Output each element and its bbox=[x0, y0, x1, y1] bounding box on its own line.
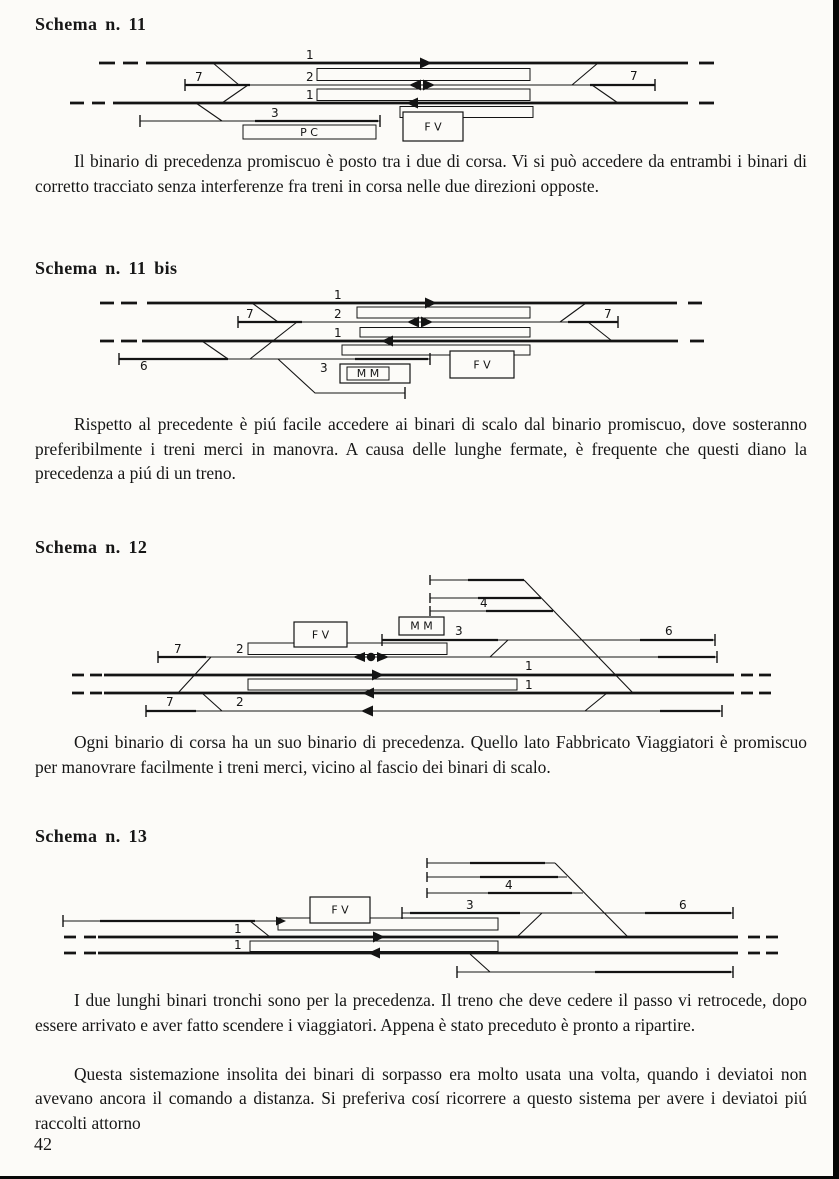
schema-11-diagram bbox=[0, 48, 839, 148]
schema-12-diagram bbox=[0, 565, 839, 727]
track-label-1-top: 1 bbox=[306, 48, 314, 62]
track-label-3: 3 bbox=[466, 898, 474, 912]
schema-11bis-diagram bbox=[0, 288, 839, 410]
track-label-7-right: 7 bbox=[604, 307, 612, 321]
section-heading-schema-11: Schema n. 11 bbox=[35, 14, 147, 34]
section-heading-schema-12: Schema n. 12 bbox=[35, 537, 148, 557]
platforms bbox=[342, 307, 530, 355]
fv-box-label: F V bbox=[331, 903, 349, 917]
track-label-2-lower: 2 bbox=[236, 695, 244, 709]
track-label-1-bottom: 1 bbox=[334, 326, 342, 340]
track-label-2: 2 bbox=[306, 70, 314, 84]
paragraph: Questa sistemazione insolita dei binari di sorpasso era molto usata una volta, quando i deviatoi non avevano ancora il comando a distanza. Si preferiva cosí ricorrere a questo sistema per avere i deviatoi piú raccolti attorno bbox=[35, 1063, 807, 1133]
mm-box-label: M M bbox=[410, 619, 433, 633]
track-label-7-left: 7 bbox=[246, 307, 254, 321]
track-label-1-top: 1 bbox=[234, 922, 242, 936]
track-label-1-bottom: 1 bbox=[234, 938, 242, 952]
track-label-1-bottom: 1 bbox=[525, 678, 533, 692]
track-label-3: 3 bbox=[271, 106, 279, 120]
platforms bbox=[248, 643, 517, 690]
fv-box-label: F V bbox=[424, 120, 442, 134]
track-label-4: 4 bbox=[480, 596, 488, 610]
paragraph: Ogni binario di corsa ha un suo binario di precedenza. Quello lato Fabbricato Viaggiatori è promiscuo per manovrare facilmente i treni merci, vicino al fascio dei binari di scalo. bbox=[35, 732, 807, 777]
track-label-1-top: 1 bbox=[334, 288, 342, 302]
track-label-7-right: 7 bbox=[630, 69, 638, 83]
mm-box-label: M M bbox=[356, 367, 380, 380]
paragraph: I due lunghi binari tronchi sono per la precedenza. Il treno che deve cedere il passo vi retrocede, dopo essere arrivato e aver fatto scendere i viaggiatori. Appena è stato preceduto è pronto a ripartire. bbox=[35, 990, 807, 1035]
fv-box-label: F V bbox=[311, 628, 330, 642]
track-label-1-bottom: 1 bbox=[306, 88, 314, 102]
paragraph: Rispetto al precedente è piú facile accedere ai binari di scalo dal binario promiscuo, dove sosteranno preferibilmente i treni merci in manovra. A causa delle lunghe fermate, è frequente che questi diano la precedenza a piú di un treno. bbox=[35, 414, 807, 484]
track-label-6: 6 bbox=[665, 624, 673, 638]
track-label-2: 2 bbox=[334, 307, 342, 321]
track-label-7-upper: 7 bbox=[174, 642, 182, 656]
main-tracks bbox=[64, 937, 778, 953]
track-label-3: 3 bbox=[320, 361, 328, 375]
track-label-3: 3 bbox=[455, 624, 463, 638]
page-number: 42 bbox=[34, 1134, 52, 1154]
scan-edge-right bbox=[833, 0, 839, 1179]
loop-and-siding-tracks bbox=[140, 63, 655, 121]
section-heading-schema-11bis: Schema n. 11 bis bbox=[35, 258, 178, 278]
buffer-stops bbox=[146, 575, 722, 717]
direction-arrows bbox=[353, 652, 389, 717]
pc-box-label: P C bbox=[300, 126, 318, 139]
schema-13-diagram bbox=[0, 848, 839, 988]
track-label-6: 6 bbox=[140, 359, 148, 373]
track-label-7-lower: 7 bbox=[166, 695, 174, 709]
fv-box-label: F V bbox=[473, 358, 491, 372]
paragraph: Il binario di precedenza promiscuo è posto tra i due di corsa. Vi si può accedere da entrambi i binari di corretto tracciato senza interferenze fra treni in corsa nelle due direzioni opposte. bbox=[35, 151, 807, 196]
track-label-7-left: 7 bbox=[195, 70, 203, 84]
track-label-6: 6 bbox=[679, 898, 687, 912]
track-label-2-upper: 2 bbox=[236, 642, 244, 656]
track-label-1-top: 1 bbox=[525, 659, 533, 673]
buffer-stops bbox=[119, 316, 618, 399]
yard-and-siding-tracks bbox=[146, 580, 722, 711]
track-emphasis bbox=[146, 580, 720, 711]
section-heading-schema-13: Schema n. 13 bbox=[35, 826, 148, 846]
track-label-4: 4 bbox=[505, 878, 513, 892]
